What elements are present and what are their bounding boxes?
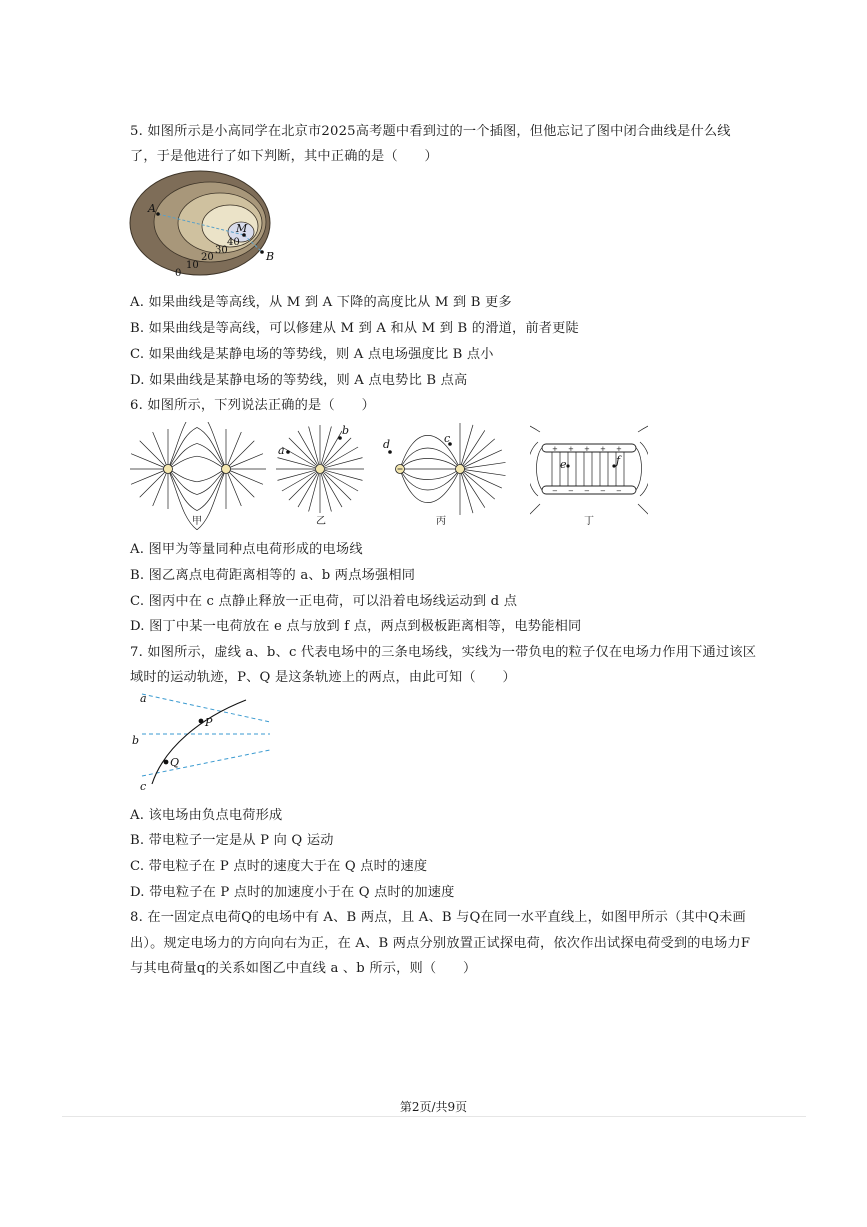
q5-stem-line2: 了，于是他进行了如下判断，其中正确的是（ ） xyxy=(130,149,438,164)
svg-text:+: + xyxy=(616,445,622,453)
page-footer: 第2页/共9页 xyxy=(399,1100,468,1114)
q7-stem-line1: 7. 如图所示，虚线 a、b、c 代表电场中的三条电场线，实线为一带负电的粒子仅在电场力作用下通过该区 xyxy=(130,645,757,660)
q6-caption-yi: 乙 xyxy=(316,516,326,527)
q7-option-b: B. 带电粒子一定是从 P 向 Q 运动 xyxy=(130,833,334,848)
q6-figure-bing xyxy=(378,422,518,530)
q7-point-q: Q xyxy=(170,756,180,769)
q5-point-m: M xyxy=(236,222,248,235)
q6-caption-jia: 甲 xyxy=(192,516,202,527)
q7-line-c: c xyxy=(140,780,147,793)
q7-field-figure xyxy=(130,688,275,796)
svg-text:+: + xyxy=(552,445,558,453)
q6-caption-bing: 丙 xyxy=(436,516,446,527)
q6-option-c: C. 图丙中在 c 点静止释放一正电荷，可以沿着电场线运动到 d 点 xyxy=(130,594,518,609)
q8-stem-line1: 8. 在一固定点电荷Q的电场中有 A、B 两点，且 A、B 与Q在同一水平直线上，如图甲所示（其中Q未画 xyxy=(130,910,746,925)
svg-text:−: − xyxy=(584,487,590,495)
q6-figure-jia xyxy=(130,422,270,530)
q5-point-b: B xyxy=(266,250,275,263)
q5-point-a: A xyxy=(148,202,156,215)
footer-divider xyxy=(62,1116,806,1117)
q6-point-c: c xyxy=(444,432,451,445)
q5-contour-30: 30 xyxy=(215,245,228,256)
q7-line-b: b xyxy=(132,734,140,747)
q7-option-a: A. 该电场由负点电荷形成 xyxy=(130,808,283,823)
q5-contour-20: 20 xyxy=(201,252,214,263)
q6-caption-ding: 丁 xyxy=(584,516,594,527)
svg-text:+: + xyxy=(568,445,574,453)
q6-figure-yi xyxy=(270,418,370,530)
q6-point-d: d xyxy=(383,438,391,451)
q5-option-b: B. 如果曲线是等高线，可以修建从 M 到 A 和从 M 到 B 的滑道，前者更陡 xyxy=(130,321,579,336)
svg-text:−: − xyxy=(568,487,574,495)
q5-option-a: A. 如果曲线是等高线，从 M 到 A 下降的高度比从 M 到 B 更多 xyxy=(130,295,512,310)
q6-point-f: f xyxy=(616,454,621,467)
q5-contour-10: 10 xyxy=(186,260,199,271)
q6-point-e: e xyxy=(560,458,567,471)
q6-option-d: D. 图丁中某一电荷放在 e 点与放到 f 点，两点到极板距离相等，电势能相同 xyxy=(130,619,582,634)
q6-point-a: a xyxy=(278,444,285,457)
q5-contour-0: 0 xyxy=(175,268,182,279)
q5-contour-40: 40 xyxy=(227,237,240,248)
svg-text:−: − xyxy=(552,487,558,495)
q6-stem: 6. 如图所示，下列说法正确的是（ ） xyxy=(130,398,375,413)
q7-stem-line2: 域时的运动轨迹，P、Q 是这条轨迹上的两点，由此可知（ ） xyxy=(130,670,516,685)
q6-option-b: B. 图乙离点电荷距离相等的 a、b 两点场强相同 xyxy=(130,568,416,583)
svg-text:+: + xyxy=(584,445,590,453)
q5-contour-figure xyxy=(128,168,278,280)
svg-text:−: − xyxy=(616,487,622,495)
q6-point-b: b xyxy=(342,424,350,437)
q7-option-c: C. 带电粒子在 P 点时的速度大于在 Q 点时的速度 xyxy=(130,859,428,874)
q7-option-d: D. 带电粒子在 P 点时的加速度小于在 Q 点时的加速度 xyxy=(130,885,455,900)
q5-option-d: D. 如果曲线是某静电场的等势线，则 A 点电势比 B 点高 xyxy=(130,373,468,388)
q8-stem-line3: 与其电荷量q的关系如图乙中直线 a 、b 所示，则（ ） xyxy=(130,961,477,976)
q6-figure-ding xyxy=(530,422,648,530)
q7-point-p: P xyxy=(205,716,213,729)
q5-stem-line1: 5. 如图所示是小高同学在北京市2025高考题中看到过的一个插图，但他忘记了图中闭合曲线是什么线 xyxy=(130,124,731,139)
q5-option-c: C. 如果曲线是某静电场的等势线，则 A 点电场强度比 B 点小 xyxy=(130,347,494,362)
q7-line-a: a xyxy=(140,692,147,705)
svg-text:+: + xyxy=(600,445,606,453)
svg-text:−: − xyxy=(600,487,606,495)
q6-option-a: A. 图甲为等量同种点电荷形成的电场线 xyxy=(130,542,363,557)
q8-stem-line2: 出）。规定电场力的方向向右为正，在 A、B 两点分别放置正试探电荷，依次作出试探电荷受到的电场力F xyxy=(130,936,751,951)
